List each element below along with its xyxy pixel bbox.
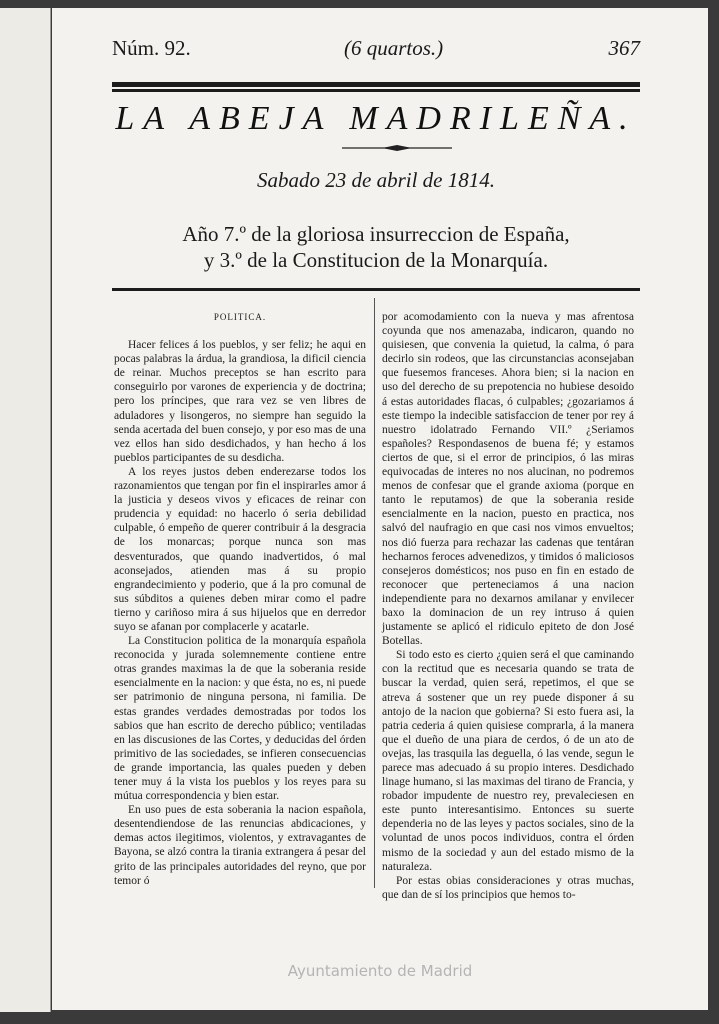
paragraph: por acomodamiento con la nueva y mas afrentosa coyunda que nos amenazaba, indicaron, quando no quisiesen, que convenia la quietud, la calma, ó para decirlo sin rodeos, que las circunstancias aconsejaban que fuesemos franceses. Ahora bien; si la nacion en uso del derecho de su prepotencia no hubiese desoido á estas autoridades flacas, ó culpables; ¿gozariamos á este tiempo la indecible satisfaccion de tener por rey á nuestro idolatrado Fernando VII.º ¿Seriamos españoles? Respondasenos de buena fé; y estamos ciertos de que, si el error de principios, ó las miras equivocadas de interes no nos alucinan, no podremos menos de confesar que el grande axioma (porque en tanto le reputamos) de que la soberania reside esencialmente en la nacion, puesto en practica, nos salvó del naufragio en que casi nos vimos envueltos; nos dió fuerza para rechazar las cadenas que tentáran hecharnos feroces advenedizos, y timidos ó maliciosos consejeros domésticos; nos puso en fin en estado de reconocer que perteneciamos á una nacion independiente para no dexarnos amilanar y envilecer baxo la dominacion de un rey intruso á quien justamente se aplicó el ridiculo epiteto de don José Botellas. — [382, 311, 634, 648]
masthead-title: LA ABEJA MADRILEÑA. — [115, 100, 637, 137]
top-rule — [112, 82, 640, 89]
newspaper-page — [52, 8, 708, 1010]
paragraph: La Constitucion politica de la monarquía española reconocida y jurada solemnemente contiene entre otras grandes maximas la de que la soberania reside esencialmente en la nacion: y que ésta, no es, ni puede ser patrimonio de ninguna persona, ni familia. De estas grandes verdades demostradas por todos los sabios que han escrito de derecho público; ventiladas en las discusiones de las Cortes, y deducidas del órden primitivo de las sociedades, se infieren consecuencias de grande importancia, las quales pueden y deben tener muy á la vista los pueblos y los reyes para su mútua correspondencia y bien estar. — [114, 635, 366, 803]
paragraph: Por estas obias consideraciones y otras muchas, que dan de sí los principios que hemos to- — [382, 874, 634, 901]
issue-price: (6 quartos.) — [344, 36, 444, 60]
year-line-2: y 3.º de la Constitucion de la Monarquía. — [203, 248, 549, 272]
issue-number: Núm. 92. — [112, 36, 191, 60]
year-line-1: Año 7.º de la gloriosa insurreccion de España, — [182, 222, 570, 246]
paragraph: En uso pues de esta soberania la nacion española, desentendiendose de las renuncias abdicaciones, y demas actos ilegitimos, violentos, y extravagantes de Bayona, se alzó contra la tirania extrangera á pesar del grito de las principales autoridades del reyno, que por temor ó — [114, 804, 366, 887]
paragraph: A los reyes justos deben enderezarse todos los razonamientos que tengan por fin el inspirarles amor á la justicia y deseos vivos y eficaces de reinar con prudencia y equidad: no hacerlo ó seria debilidad culpable, ó empeño de querer contribuir á la desgracia de los monarcas; porque nunca son mas desventurados, que quando inadvertidos, ó mal aconsejados, atienden mas á su propio engrandecimiento y poderio, que á la pro comunal de sus súbditos a quienes deben mirar como el padre tierno y cariñoso mira á sus hijuelos que en derredor suyo se afanan por complacerle y acatarle. — [114, 465, 366, 633]
right-column — [382, 310, 634, 902]
paragraph: Si todo esto es cierto ¿quien será el que caminando con la rectitud que es necesaria quando se trata de buscar la verdad, quien será, repetimos, el que se atreva á sostener que un rey puede disponer á su antojo de la nacion que gobierna? Si esto fuera asi, la patria cederia á quien quisiese comprarla, á la manera que el dueño de una piara de cerdos, ó de un ato de ovejas, las trasquila las deguella, ó las vende, segun le parece mas adecuado á su propio interes. Desdichado linage humano, si las maximas del tirano de Francia, y robador impudente de nuestro rey, prevaleciesen en este punto interesantisimo. Entonces su suerte dependeria no de las leyes y pactos sociales, sino de la voluntad de unos pocos individuos, contra el órden mismo de la sociedad y aun del estado mismo de la naturaleza. — [382, 649, 634, 873]
left-column — [114, 310, 366, 888]
column-divider — [374, 298, 375, 888]
column-top-rule — [112, 288, 640, 291]
page-number: 367 — [608, 36, 640, 60]
ornament-divider-icon — [342, 144, 452, 152]
facing-page-edge — [0, 8, 51, 1012]
archive-watermark: Ayuntamiento de Madrid — [287, 962, 473, 980]
issue-date: Sabado 23 de abril de 1814. — [257, 168, 495, 192]
section-title: POLITICA. — [213, 312, 267, 322]
paragraph: Hacer felices á los pueblos, y ser feliz; he aqui en pocas palabras la árdua, la grandiosa, la dificil ciencia de reinar. Muchos preceptos se han escrito para conseguirlo por varones de experiencia y de doctrina; pero los príncipes, que rara vez se ven libres de aduladores y lisongeros, no siempre han seguido la senda acertada del buen consejo, y por eso mas de una vez ellos han sido desdichados, y han hecho á los pueblos participantes de su desdicha. — [114, 339, 366, 464]
